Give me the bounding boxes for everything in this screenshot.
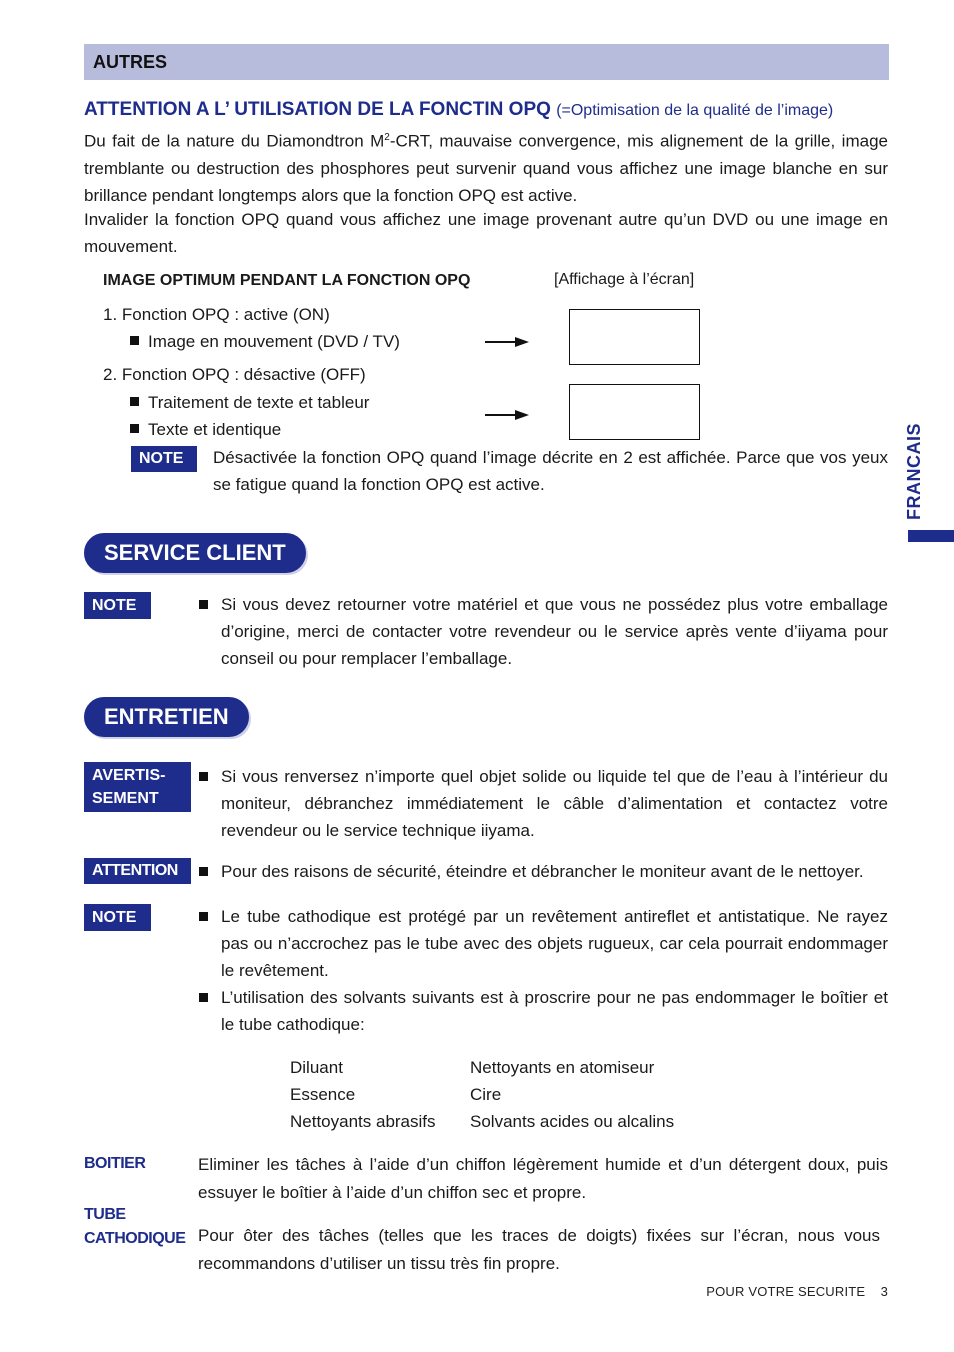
opq-item-2-sub-1: Traitement de texte et tableur xyxy=(130,393,369,413)
screen-preview-box-1 xyxy=(569,309,700,365)
opq-paragraph-1: Du fait de la nature du Diamondtron $M^2$-CRT, mauvaise convergence, mis alignement de la grille, image tremblante ou destruction des phosphores peut survenir quand vous affichez une image blanche en sur brillance pendant longtemps alors que la fonction OPQ est active. xyxy=(84,131,888,205)
opq-item-2: 2. Fonction OPQ : désactive (OFF) xyxy=(103,365,366,384)
section-title: AUTRES xyxy=(93,52,168,72)
opq-item-1-sub: Image en mouvement (DVD / TV) xyxy=(130,332,400,352)
bullet-square-icon xyxy=(199,867,208,876)
warning-badge: AVERTIS- SEMENT xyxy=(84,762,191,812)
attention-badge: ATTENTION xyxy=(84,858,191,884)
attention-text: Pour des raisons de sécurité, éteindre et débrancher le moniteur avant de le nettoyer. xyxy=(199,858,888,885)
warning-text: Si vous renversez n’importe quel objet solide ou liquide tel que de l’eau à l’intérieur du moniteur, débranchez immédiatement le câble d’alimentation et contactez votre revendeur ou le service technique iiyama. xyxy=(199,763,888,844)
bullet-square-icon xyxy=(199,772,208,781)
arrow-right-icon xyxy=(485,410,529,420)
bullet-square-icon xyxy=(199,912,208,921)
bullet-square-icon xyxy=(130,397,139,406)
arrow-right-icon xyxy=(485,337,529,347)
attention-opq-subtitle: (=Optimisation de la qualité de l’image) xyxy=(556,102,834,119)
bullet-square-icon xyxy=(130,424,139,433)
tube-cathodique-text: Pour ôter des tâches (telles que les traces de doigts) fixées sur l’écran, nous vous recommandons d’utiliser un tissu très fin propre. xyxy=(198,1226,880,1273)
boitier-label: BOITIER xyxy=(84,1155,146,1172)
page-footer: POUR VOTRE SECURITE 3 xyxy=(706,1284,888,1299)
bullet-square-icon xyxy=(130,336,139,345)
boitier-text: Eliminer les tâches à l’aide d’un chiffon légèrement humide et d’un détergent doux, puis essuyer le boîtier à l’aide d’un chiffon sec et propre. xyxy=(198,1155,888,1202)
opq-item-2-sub-2: Texte et identique xyxy=(130,420,281,440)
solvents-list-right: Nettoyants en atomiseur Cire Solvants acides ou alcalins xyxy=(470,1058,675,1131)
solvents-list-left: Diluant Essence Nettoyants abrasifs xyxy=(290,1058,436,1131)
service-client-note: Si vous devez retourner votre matériel et que vous ne possédez plus votre emballage d’origine, merci de contacter votre revendeur ou le service après vente d’iiyama pour conseil ou pour remplacer l’emballage. xyxy=(199,591,888,672)
opq-table-heading: IMAGE OPTIMUM PENDANT LA FONCTION OPQ xyxy=(103,272,471,289)
note-badge: NOTE xyxy=(84,904,151,931)
entretien-note: Le tube cathodique est protégé par un revêtement antireflet et antistatique. Ne rayez pas ou n’accrochez pas le tube avec des objets rugueux, car cela pourrait endommager le revêtement. L’utilisation des solvants suivants est à proscrire pour ne pas endommager le boîtier et le tube cathodique: xyxy=(199,903,888,1038)
page-number: 3 xyxy=(880,1284,888,1299)
section-title-service-client: SERVICE CLIENT xyxy=(84,533,306,573)
language-tab-marker xyxy=(908,530,954,542)
note-badge: NOTE xyxy=(84,592,151,619)
opq-note-text: Désactivée la fonction OPQ quand l’image décrite en 2 est affichée. Parce que vos yeux se fatigue quand la fonction OPQ est active. xyxy=(213,448,888,494)
opq-paragraph-2: Invalider la fonction OPQ quand vous affichez une image provenant autre qu’un DVD ou une image en mouvement. xyxy=(84,210,888,256)
attention-opq-title: ATTENTION A L’ UTILISATION DE LA FONCTIN OPQ (=Optimisation de la qualité de l’image) xyxy=(84,99,834,120)
note-badge: NOTE xyxy=(131,446,197,472)
opq-screen-heading: [Affichage à l’écran] xyxy=(554,271,695,288)
section-title-entretien: ENTRETIEN xyxy=(84,697,249,737)
opq-item-1: 1. Fonction OPQ : active (ON) xyxy=(103,305,330,324)
section-header-autres xyxy=(84,44,889,80)
bullet-square-icon xyxy=(199,993,208,1002)
tube-cathodique-label: TUBE CATHODIQUE xyxy=(84,1206,186,1247)
screen-preview-box-2 xyxy=(569,384,700,440)
language-tab-label: FRANCAIS xyxy=(904,423,924,520)
bullet-square-icon xyxy=(199,600,208,609)
